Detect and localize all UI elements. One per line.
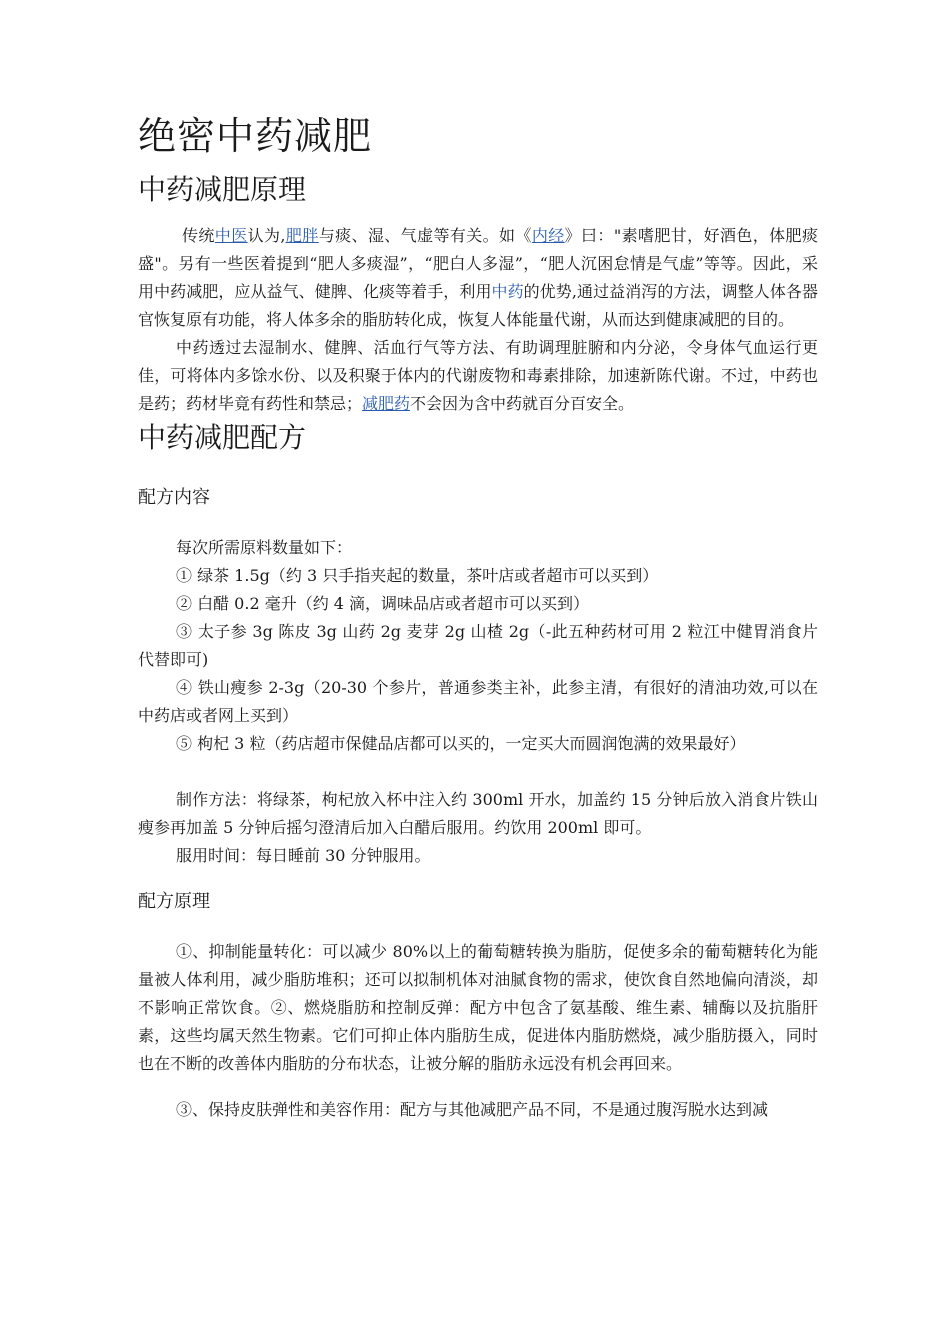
formula-item-2: ② 白醋 0.2 毫升（约 4 滴，调味品店或者超市可以买到） xyxy=(176,594,590,613)
formula-method: 制作方法：将绿茶，枸杞放入杯中注入约 300ml 开水，加盖约 15 分钟后放入消食片铁山瘦参再加盖 5 分钟后摇匀澄清后加入白醋后服用。约饮用 200ml 即可。 xyxy=(138,790,818,837)
formula-time: 服用时间：每日睡前 30 分钟服用。 xyxy=(176,846,431,865)
subheading-formula-content: 配方内容 xyxy=(138,487,210,508)
section-heading-principle: 中药减肥原理 xyxy=(138,173,307,206)
spacer xyxy=(138,758,818,786)
section-heading-formula: 中药减肥配方 xyxy=(138,421,307,454)
formula-principle-paragraph-1: ①、抑制能量转化：可以减少 80%以上的葡萄糖转换为脂肪，促使多余的葡萄糖转化为能量被人体利用，减少脂肪堆积；还可以拟制机体对油腻食物的需求，使饮食自然地偏向清淡，却不影响正常饮食。②、燃烧脂肪和控制反弹：配方中包含了氨基酸、维生素、辅酶以及抗脂肝素，这些均属天然生物素。它们可抑止体内脂肪生成，促进体内脂肪燃烧，减少脂肪摄入，同时也在不断的改善体内脂肪的分布状态，让被分解的脂肪永远没有机会再回来。 xyxy=(138,942,818,1073)
formula-item-3: ③ 太子参 3g 陈皮 3g 山药 2g 麦芽 2g 山楂 2g（-此五种药材可用 2 粒江中健胃消食片代替即可) xyxy=(138,622,818,669)
document-page xyxy=(138,108,818,1124)
link-zhongyao[interactable]: 中药 xyxy=(491,282,524,301)
principle-paragraph-1 xyxy=(138,222,818,334)
text-run: 不会因为含中药就百分百安全。 xyxy=(410,394,635,413)
link-neijing[interactable]: 内经 xyxy=(531,226,565,245)
text-run: 认为, xyxy=(247,226,286,245)
document-title: 绝密中药减肥 xyxy=(138,114,373,158)
formula-item-1: ① 绿茶 1.5g（约 3 只手指夹起的数量，茶叶店或者超市可以买到） xyxy=(176,566,659,585)
spacer xyxy=(138,870,818,888)
link-jianfeiyao[interactable]: 减肥药 xyxy=(362,394,411,413)
link-zhongyi[interactable]: 中医 xyxy=(214,226,248,245)
text-run: 传统 xyxy=(182,226,215,245)
spacer xyxy=(138,1078,818,1096)
formula-intro: 每次所需原料数量如下： xyxy=(176,538,353,557)
link-feipang[interactable]: 肥胖 xyxy=(285,226,319,245)
formula-item-4: ④ 铁山瘦参 2-3g（20-30 个参片，普通参类主补，此参主清，有很好的清油功效,可以在中药店或者网上买到） xyxy=(138,678,818,725)
principle-paragraph-2 xyxy=(138,334,818,418)
text-run: 的优势,通过益消泻的方法，调整人体各器官恢复原有功能，将人体多余的脂肪转化成，恢复人体能量代谢，从而达到健康减肥的目的。 xyxy=(138,282,818,329)
text-run: 与痰、湿、气虚等有关。如《 xyxy=(318,226,532,245)
text-run: 》曰："素嗜肥甘，好酒色，体肥痰盛"。另有一些医着提到“肥人多痰湿”，“肥白人多湿”，“肥人沉困怠情是气虚”等等。因此，采用中药减肥，应从益气、健脾、化痰等着手，利用 xyxy=(138,226,818,301)
formula-principle-paragraph-2: ③、保持皮肤弹性和美容作用：配方与其他减肥产品不同，不是通过腹泻脱水达到减 xyxy=(176,1100,769,1119)
formula-item-5: ⑤ 枸杞 3 粒（药店超市保健品店都可以买的，一定买大而圆润饱满的效果最好） xyxy=(176,734,746,753)
subheading-formula-principle: 配方原理 xyxy=(138,891,210,912)
text-run: 中药透过去湿制水、健脾、活血行气等方法、有助调理脏腑和内分泌，令身体气血运行更佳，可将体内多馀水份、以及积聚于体内的代谢废物和毒素排除，加速新陈代谢。不过，中药也是药；药材毕竟有药性和禁忌； xyxy=(138,338,818,413)
